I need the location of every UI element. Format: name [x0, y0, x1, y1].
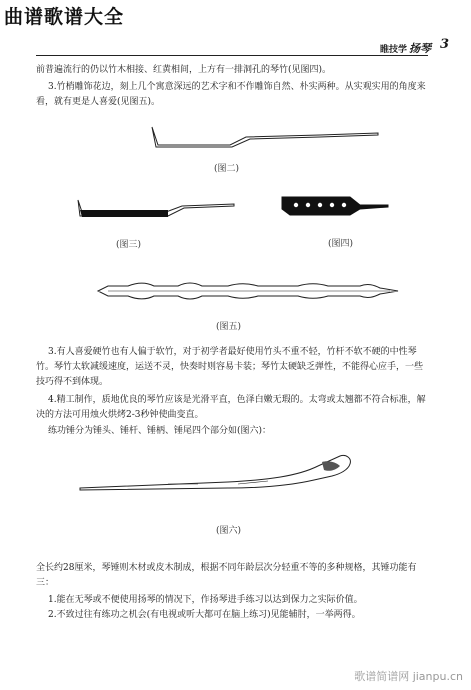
- figure-2-mallet-thin: [150, 123, 380, 153]
- figure-6-practice-hammer: [78, 448, 358, 498]
- paragraph-2: 3.竹梢雕饰花边，刻上几个寓意深远的艺术字和不作雕饰自然、朴实两种。从实观实用的角度来看，就有更是人喜爱(见图五)。: [36, 82, 426, 107]
- paragraph-3: 3.有人喜爱硬竹也有人偏于软竹，对于初学者最好使用竹头不重不轻，竹杆不软不硬的中性琴竹。琴竹太软减缓速度，运送不灵，快奏时则容易卡装；琴竹太硬缺乏弹性，不能得心应手，一些技巧得不到体现。: [36, 347, 424, 387]
- paragraph-7: 1.能在无琴或不便使用扬琴的情况下，作扬琴进手练习以达到保力之实际价值。: [48, 595, 363, 605]
- header-rule: [36, 55, 428, 56]
- caption-figure-2: (图二): [214, 164, 240, 174]
- running-head-book: 扬琴: [409, 42, 431, 55]
- site-watermark: 歌谱简谱网 jianpu.cn: [354, 670, 463, 683]
- paragraph-8: 2.不致过往有练功之机会(有电视或听大都可在脑上练习)见能辅肘，一举两得。: [48, 610, 361, 620]
- figure-4-mallet-holes: [280, 193, 390, 223]
- paragraph-1: 前普遍流行的仍以竹木相接、红黄相间，上方有一排洞孔的琴竹(见图四)。: [36, 65, 332, 75]
- caption-figure-6: (图六): [216, 526, 242, 536]
- figure-5-mallet-carved: [98, 276, 398, 306]
- paragraph-6: 全长约28厘米，琴锤则木材或皮木制成，根据不同年龄层次分轻重不等的多种规格，其锤功能有三：: [36, 563, 417, 588]
- caption-figure-3: (图三): [116, 240, 142, 250]
- caption-figure-5: (图五): [216, 322, 242, 332]
- site-title: 曲谱歌谱大全: [4, 6, 125, 28]
- caption-figure-4: (图四): [328, 239, 354, 249]
- paragraph-5: 练功锤分为锤头、锤杆、锤柄、锤尾四个部分如(图六)：: [48, 426, 272, 436]
- running-head-prefix: 睢技学: [379, 45, 407, 55]
- page-number: 3: [439, 37, 449, 52]
- paragraph-4: 4.精工制作，质地优良的琴竹应该是光滑平直，色泽白嫩无瑕的。太弯或太翘都不符合标准，解决的方法可用烛火烘烤2-3秒钟使曲变直。: [36, 395, 426, 420]
- running-head: [380, 40, 431, 56]
- figure-3-mallet-dark-head: [76, 196, 236, 226]
